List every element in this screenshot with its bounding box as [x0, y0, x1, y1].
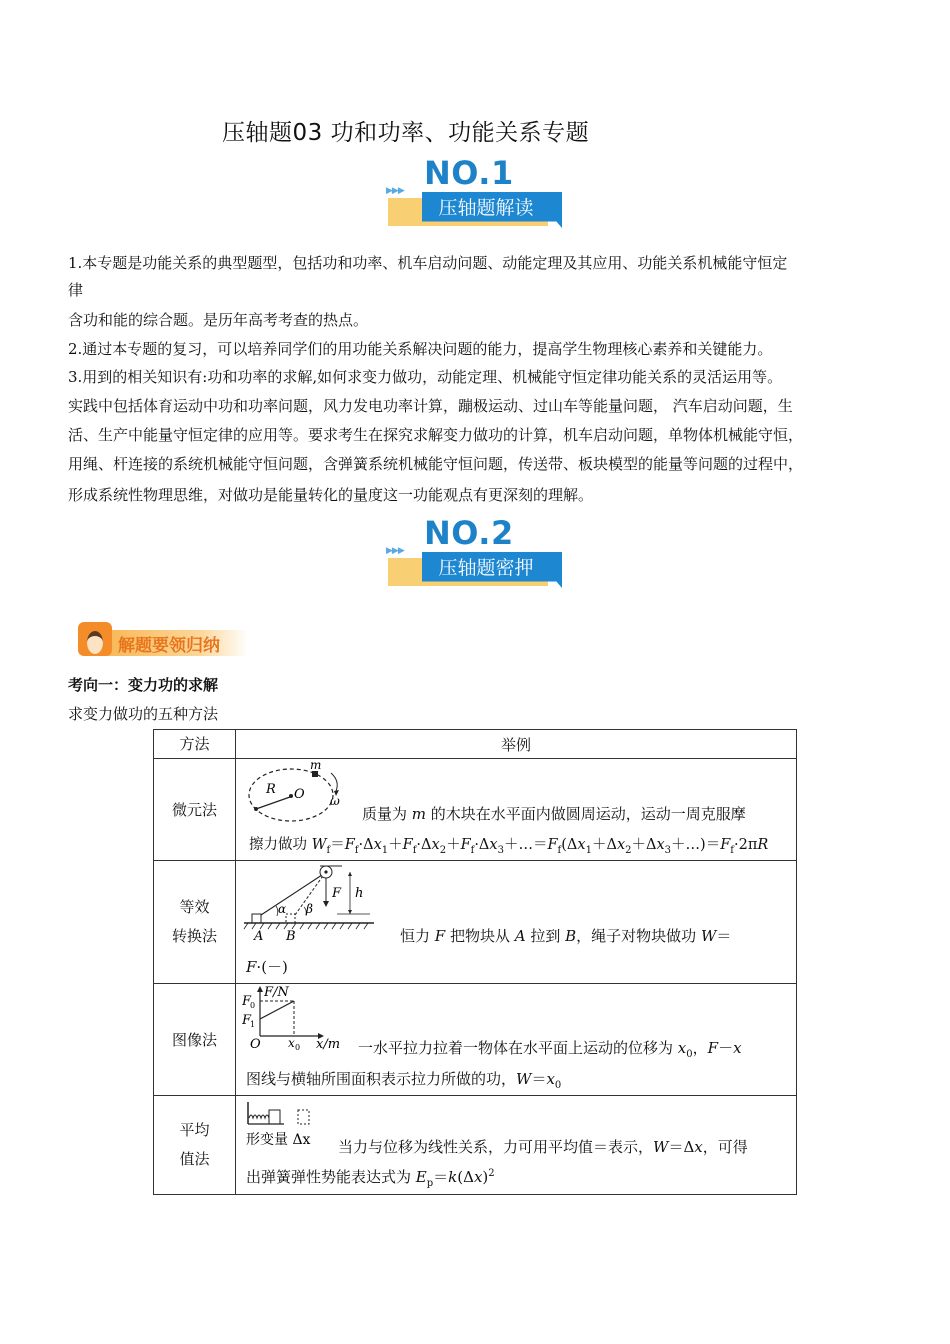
teacher-avatar-icon — [78, 622, 112, 656]
intro-line-3: 含功和能的综合题。是历年高考考查的热点。 — [68, 311, 369, 329]
label-x0-sub: 0 — [295, 1043, 301, 1052]
label-m: m — [310, 761, 322, 772]
header-method: 方法 — [154, 730, 236, 759]
label-F0-sub: 0 — [250, 1001, 256, 1010]
tips-badge — [78, 620, 258, 658]
method-line-1: 平均 — [179, 1121, 210, 1139]
intro-line-8: 用绳、杆连接的系统机械能守恒问题，含弹簧系统机械能守恒问题，传送带、板块模型的能量等问题的过程中， — [68, 455, 804, 473]
label-F1-sub: 1 — [250, 1020, 256, 1029]
label-A: A — [254, 929, 264, 944]
example-text-line-1: 恒力 F 把物块从 A 拉到 B，绳子对物块做功 W＝ — [400, 927, 732, 945]
example-text-line-1: 质量为 m 的木块在水平面内做圆周运动，运动一周克服摩 — [362, 805, 746, 823]
example-text-line-2: 图线与横轴所围面积表示拉力所做的功，$W=x_0$ — [246, 1070, 562, 1091]
label-R: R — [266, 782, 276, 797]
pulley-figure — [242, 863, 377, 945]
label-x-axis: x/m — [316, 1037, 341, 1052]
label-x0: x — [288, 1036, 295, 1050]
banner-label: 压轴题密押 — [438, 557, 534, 579]
label-beta: β — [306, 902, 313, 916]
label-h: h — [355, 886, 364, 901]
label-alpha: α — [278, 902, 287, 916]
force-displacement-graph — [242, 984, 350, 1052]
label-deformation: 形变量 Δx — [246, 1132, 311, 1148]
method-cell: 微元法 — [154, 759, 236, 861]
banner-number: NO.1 — [424, 154, 514, 192]
spring-figure — [244, 1098, 334, 1150]
label-O: O — [294, 787, 305, 802]
table-row — [154, 1096, 797, 1195]
example-text-line-2: 出弹簧弹性势能表达式为 $E_p=k(\Delta x)^2$ — [246, 1168, 495, 1189]
table-header-row — [154, 730, 797, 759]
banner-arrows-icon: ▶▶▶ — [386, 546, 404, 556]
label-F-axis: F/N — [264, 985, 289, 1000]
method-cell — [154, 861, 236, 984]
header-example: 举例 — [236, 730, 797, 759]
section-subtitle: 求变力做功的五种方法 — [68, 705, 219, 723]
example-text-line-1: 一水平拉力拉着一物体在水平面上运动的位移为 $x_0$，F－x — [358, 1039, 742, 1060]
intro-line-2: 律 — [68, 281, 84, 299]
method-line-1: 等效 — [179, 898, 210, 916]
intro-line-6: 实践中包括体育运动中功和功率问题，风力发电功率计算，蹦极运动、过山车等能量问题， 汽车启动问题，生 — [68, 397, 793, 415]
methods-table — [153, 729, 797, 1195]
label-F: F — [332, 886, 342, 901]
label-omega: ω — [330, 794, 340, 808]
table-row — [154, 861, 797, 984]
example-cell — [236, 759, 797, 861]
label-F0: F — [242, 994, 252, 1009]
method-cell — [154, 1096, 236, 1195]
method-line-2: 值法 — [179, 1150, 210, 1168]
section-heading: 考向一：变力功的求解 — [68, 676, 219, 694]
example-text-line-2: 擦力做功 $W_f=F_f\cdot\Delta x_1+F_f\cdot\Delta x_2+F_f\cdot\Delta x_3+\dots=F_f(\Delta x_1+\Delta x_2+\Delta x_3+\dots)=F_f\cdot 2\pi R$ — [249, 837, 769, 856]
table-row — [154, 984, 797, 1096]
intro-line-5: 3.用到的相关知识有:功和功率的求解,如何求变力做功，动能定理、机械能守恒定律功能关系的灵活运用等。 — [68, 368, 783, 386]
section-banner-2 — [386, 514, 566, 608]
banner-arrows-icon: ▶▶▶ — [386, 186, 404, 196]
intro-line-4: 2.通过本专题的复习，可以培养同学们的用功能关系解决问题的能力，提高学生物理核心素养和关键能力。 — [68, 340, 773, 358]
example-cell — [236, 1096, 797, 1195]
example-cell — [236, 861, 797, 984]
badge-label: 解题要领归纳 — [118, 636, 220, 656]
table-row — [154, 759, 797, 861]
banner-number: NO.2 — [424, 514, 514, 552]
intro-line-1: 1.本专题是功能关系的典型题型，包括功和功率、机车启动问题、动能定理及其应用、功能关系机械能守恒定 — [68, 254, 788, 272]
circular-motion-figure — [246, 761, 346, 831]
page-title: 压轴题03 功和功率、功能关系专题 — [222, 120, 590, 146]
label-B: B — [286, 929, 296, 944]
method-cell: 图像法 — [154, 984, 236, 1096]
section-banner-1 — [386, 154, 566, 248]
intro-line-9: 形成系统性物理思维，对做功是能量转化的量度这一功能观点有更深刻的理解。 — [68, 486, 594, 504]
banner-label: 压轴题解读 — [438, 197, 534, 219]
intro-line-7: 活、生产中能量守恒定律的应用等。要求考生在探究求解变力做功的计算，机车启动问题，单物体机械能守恒， — [68, 426, 804, 444]
method-line-2: 转换法 — [171, 927, 217, 945]
example-text-line-1: 当力与位移为线性关系，力可用平均值＝表示，W＝Δx，可得 — [338, 1138, 748, 1156]
label-F1: F — [242, 1013, 252, 1028]
example-cell — [236, 984, 797, 1096]
example-text-line-2: F·(－) — [246, 958, 288, 976]
label-origin: O — [250, 1037, 261, 1052]
